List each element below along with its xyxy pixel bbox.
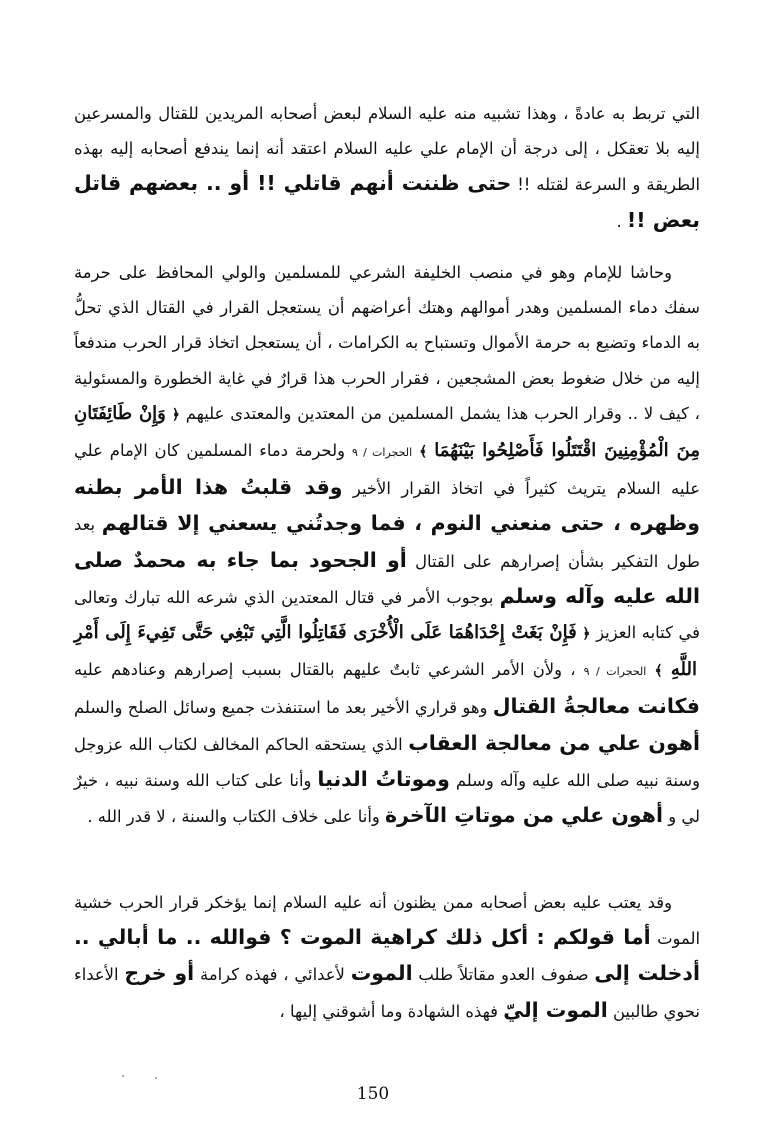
- quran-bracket-close-2: ﴾: [654, 663, 663, 680]
- paragraph-2-text-2: ولحرمة دماء المسلمين كان الإمام علي عليه السلام يتريث كثيراً في اتخاذ القرار الأخير: [74, 441, 700, 499]
- paragraph-3-emphasis-4: الموت إليّ: [503, 997, 608, 1022]
- paragraph-2-text-1: وحاشا للإمام وهو في منصب الخليفة الشرعي للمسلمين والولي المحافظ على حرمة سفك دماء المسلمين وهدر أموالهم وهتك أعراضهم أن يستعجل القرار في القتال الذي تحلُّ به الدماء وتضيع به حرمة الأموال وتستباح به الكرامات ، أن يستعجل اتخاذ قرار الحرب مندفعاً إليه من خلال ضغوط بعض المشجعين ، فقرار الحرب هذا قرارٌ في غاية الخطورة والمسئولية ، كيف لا .. وقرار الحرب هذا يشمل المسلمين من المعتدين والمعتدى عليهم: [74, 263, 700, 423]
- paragraph-2-emphasis-5: وموتاتُ الدنيا: [317, 766, 450, 791]
- paragraph-3-text-4: الأعداء نحوي طالبين: [74, 965, 700, 1021]
- paragraph-3-text-3: لأعدائي ، فهذه كرامة: [194, 965, 345, 985]
- paragraph-2-text-3: بعد طول التفكير بشأن إصرارهم على القتال: [74, 515, 700, 571]
- paragraph-2-emphasis-3: فكانت معالجةُ القتال: [492, 694, 700, 719]
- verse-reference-1: الحجرات / ٩: [351, 446, 413, 460]
- paragraph-3-text-2: صفوف العدو مقاتلاً طلب: [412, 965, 589, 985]
- paragraph-2-emphasis-4: أهون علي من معالجة العقاب: [408, 730, 700, 755]
- paragraph-3-emphasis-1: أما قولكم : أكل ذلك كراهية الموت ؟ فوالله .. ما أبالي .. أدخلت إلى: [74, 925, 700, 986]
- verse-reference-2: الحجرات / ٩: [583, 665, 647, 679]
- paragraph-2-emphasis-6: أهون علي من موتاتِ الآخرة: [385, 803, 663, 828]
- paragraph-1: [74, 96, 700, 239]
- quran-bracket-close: ﴾: [419, 444, 428, 461]
- quran-bracket-open-2: ﴿: [582, 626, 591, 643]
- paragraph-3-text-1: وقد يعتب عليه بعض أصحابه ممن يظنون أنه عليه السلام إنما يؤخكر قرار الحرب خشية الموت: [74, 893, 700, 949]
- scan-speck: [122, 1075, 124, 1077]
- paragraph-1-emphasis: حتى ظننت أنهم قاتلي !! أو .. بعضهم قاتل بعض !!: [74, 171, 700, 232]
- paragraph-2-text-8: وأنا على كتاب الله وسنة نبيه ، خيرٌ لي و: [74, 770, 700, 827]
- paragraph-2-emphasis-1: وقد قلبتُ هذا الأمر بطنه وظهره ، حتى منعني النوم ، فما وجدتُني يسعني إلا قتالهم: [74, 475, 700, 536]
- paragraph-3: [74, 885, 700, 1029]
- quran-verse-2: فَإِنْ بَغَتْ إِحْدَاهُمَا عَلَى الْأُخْرَى فَقَاتِلُوا الَّتِي تَبْغِي حَتَّى تَفِيءَ إِلَى أَمْرِ اللَّهِ: [74, 622, 698, 681]
- scan-speck: [155, 1077, 157, 1079]
- paragraph-2-text-9: وأنا على خلاف الكتاب والسنة ، لا قدر الله .: [87, 807, 380, 827]
- paragraph-1-end: .: [616, 211, 622, 231]
- paragraph-3-emphasis-2: الموت: [350, 961, 413, 986]
- paragraph-3-emphasis-3: أو خرج: [124, 961, 195, 986]
- paragraph-2-text-7: الذي يستحقه الحاكم المخالف لكتاب الله عزوجل وسنة نبيه صلى الله عليه وآله وسلم: [74, 734, 701, 790]
- quran-bracket-open: ﴿: [171, 406, 180, 423]
- paragraph-2-text-6: وهو قراري الأخير بعد ما استنفذت جميع وسائل الصلح والسلم: [74, 698, 488, 718]
- paragraph-2-text-4: بوجوب الأمر في قتال المعتدين الذي شرعه الله تبارك وتعالى في كتابه العزيز: [74, 587, 700, 643]
- paragraph-3-text-5: فهذه الشهادة وما أشوقني إليها ،: [279, 1001, 498, 1021]
- paragraph-2: [74, 255, 700, 834]
- page-number: 150: [356, 1084, 390, 1104]
- paragraph-1-text: التي تربط به عادةً ، وهذا تشبيه منه عليه السلام لبعض أصحابه المريدين للقتال والمسرعين إليه بلا تعقكل ، إلى درجة أن الإمام علي عليه السلام اعتقد أنه إنما يندفع أصحابه إليه بهذه الطريقة و السرعة لقتله !!: [74, 104, 700, 195]
- paragraph-2-emphasis-2: أو الجحود بما جاء به محمدٌ صلى الله عليه وآله وسلم: [74, 547, 700, 608]
- quran-verse-1: وَإِنْ طَائِفَتَانِ مِنَ الْمُؤْمِنِينَ اقْتَتَلُوا فَأَصْلِحُوا بَيْنَهُمَا: [74, 402, 700, 462]
- paragraph-2-text-5: ، ولأن الأمر الشرعي ثابتٌ عليهم بالقتال بسبب إصرارهم وعنادهم عليه: [74, 660, 576, 680]
